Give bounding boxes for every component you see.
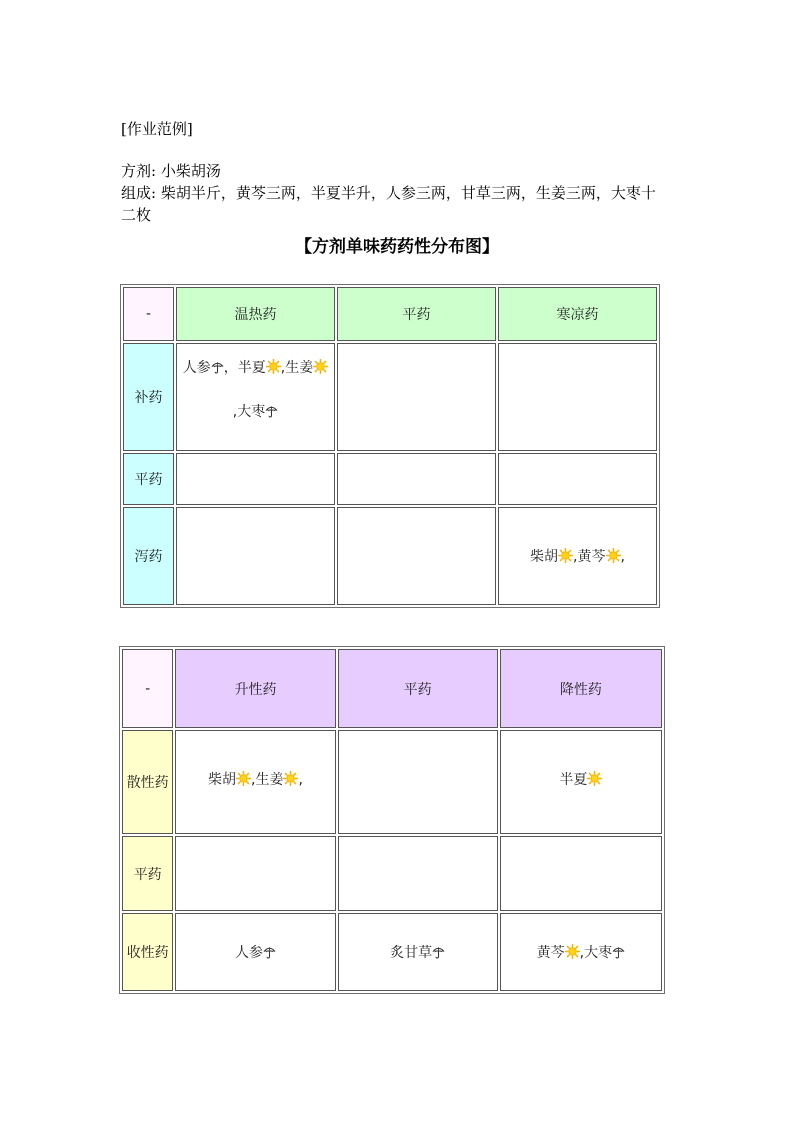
umbrella-icon xyxy=(612,945,625,959)
herb-list xyxy=(176,731,334,789)
herb-name: , xyxy=(298,772,303,788)
herb-name: ，半夏 xyxy=(223,360,266,376)
sun-icon xyxy=(558,548,573,563)
table1-cell xyxy=(176,453,335,505)
table2-col-header: 升性药 xyxy=(175,649,335,728)
table1-cell xyxy=(176,507,335,605)
example-label: [作业范例] xyxy=(121,120,193,138)
table1-cell xyxy=(498,343,657,451)
herb-name: 人参 xyxy=(182,360,211,376)
herb-list xyxy=(176,942,334,962)
table1-cell xyxy=(498,453,657,505)
herb-name: 炙甘草 xyxy=(390,945,433,961)
composition-line: 组成: 柴胡半斤，黄芩三两，半夏半升，人参三两，甘草三两，生姜三两，大枣十二枚 xyxy=(121,184,656,224)
table1-cell xyxy=(176,343,335,451)
sun-icon xyxy=(236,771,251,786)
herb-name: 柴胡 xyxy=(208,772,237,788)
table2-cell xyxy=(338,730,498,834)
herb-name: 半夏 xyxy=(559,772,588,788)
table1-row-header: 补药 xyxy=(123,343,174,451)
property-table-direction xyxy=(119,646,665,994)
sun-icon xyxy=(313,359,328,374)
table2-cell xyxy=(500,836,662,911)
table1-corner: - xyxy=(123,287,174,341)
table2-col-header: 降性药 xyxy=(500,649,662,728)
table2-cell xyxy=(500,730,662,834)
herb-name: 柴胡 xyxy=(530,549,559,565)
table1-cell xyxy=(498,507,657,605)
umbrella-icon xyxy=(211,360,224,374)
herb-name: ,大枣 xyxy=(579,945,613,961)
table1-cell xyxy=(337,343,496,451)
table1-cell xyxy=(337,507,496,605)
table2-row-header: 收性药 xyxy=(122,913,173,991)
herb-name: , xyxy=(620,549,625,565)
table1-row-header: 平药 xyxy=(123,453,174,505)
umbrella-icon xyxy=(265,404,278,418)
herb-list xyxy=(501,731,661,789)
sun-icon xyxy=(266,359,281,374)
table2-col-header: 平药 xyxy=(338,649,498,728)
sun-icon xyxy=(283,771,298,786)
table2-cell xyxy=(500,913,662,991)
table1-cell xyxy=(337,453,496,505)
table2-row-header: 平药 xyxy=(122,836,173,911)
figure-title: 【方剂单味药药性分布图】 xyxy=(295,237,499,257)
herb-name: ,黄芩 xyxy=(573,549,606,565)
herb-name: 黄芩 xyxy=(536,945,565,961)
table2-cell xyxy=(175,836,335,911)
sun-icon xyxy=(587,771,602,786)
table2-cell xyxy=(175,730,335,834)
herb-name: ,生姜 xyxy=(280,360,314,376)
herb-list xyxy=(499,546,656,566)
table1-col-header: 平药 xyxy=(337,287,496,341)
sun-icon xyxy=(606,548,621,563)
herb-name: ,生姜 xyxy=(251,772,284,788)
table1-row-header: 泻药 xyxy=(123,507,174,605)
sun-icon xyxy=(565,944,580,959)
herb-list xyxy=(501,942,661,962)
table2-cell xyxy=(338,836,498,911)
herb-name: 人参 xyxy=(234,945,263,961)
table2-cell xyxy=(175,913,335,991)
herb-name: ,大枣 xyxy=(232,404,266,420)
umbrella-icon xyxy=(432,945,445,959)
umbrella-icon xyxy=(263,945,276,959)
formula-line: 方剂: 小柴胡汤 xyxy=(121,162,221,180)
herb-list xyxy=(339,942,497,962)
property-table-temperature xyxy=(120,284,660,608)
table2-row-header: 散性药 xyxy=(122,730,173,834)
table2-cell xyxy=(338,913,498,991)
table2-corner: - xyxy=(122,649,173,728)
table1-col-header: 寒凉药 xyxy=(498,287,657,341)
herb-list xyxy=(177,344,334,436)
table1-col-header: 温热药 xyxy=(176,287,335,341)
